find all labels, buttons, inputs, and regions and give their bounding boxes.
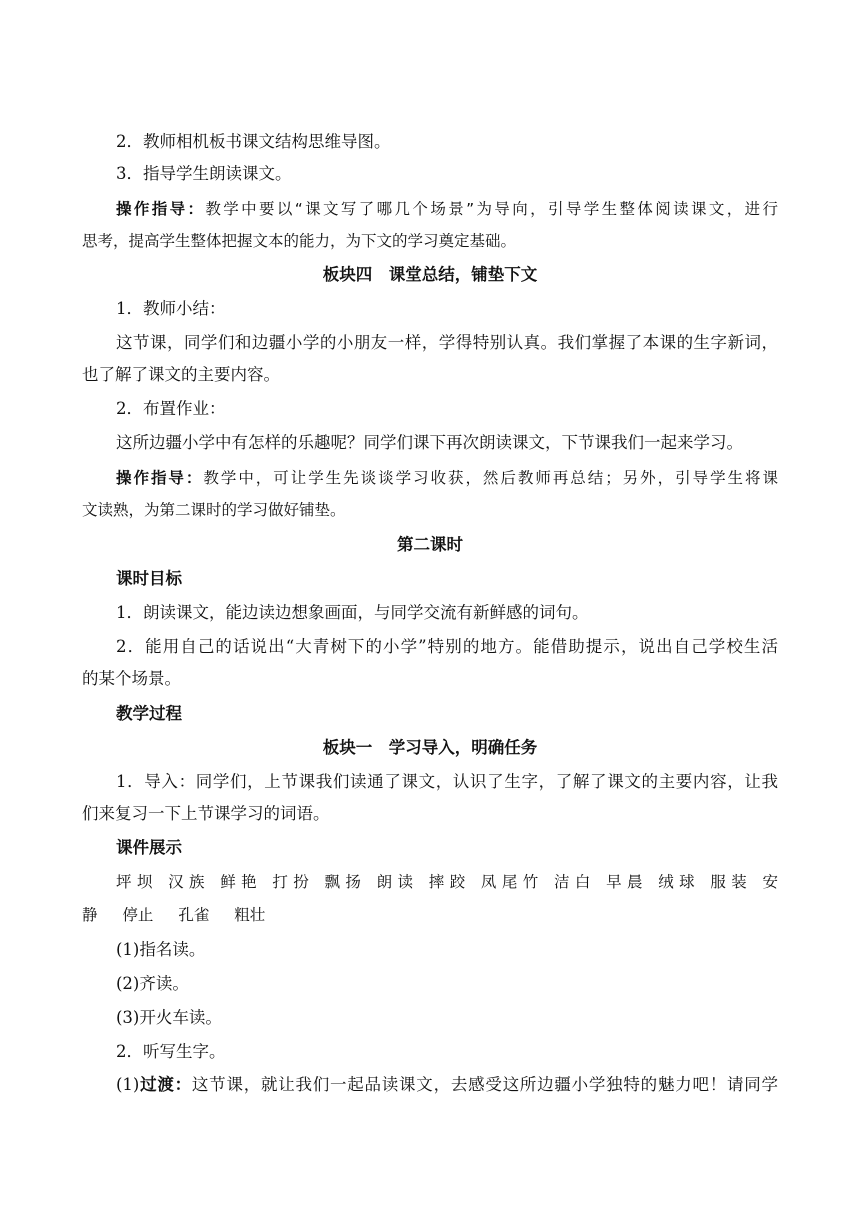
intro-line: 1．导入：同学们，上节课我们读通了课文，认识了生字，了解了课文的主要内容，让我 <box>116 772 778 791</box>
section-heading-block1: 板块一 学习导入，明确任务 <box>322 738 538 757</box>
homework-label: 2．布置作业： <box>116 399 226 418</box>
read-step-1: (1)指名读。 <box>116 940 206 959</box>
teacher-summary-label: 1．教师小结： <box>116 299 226 318</box>
read-step-3: (3)开火车读。 <box>116 1008 222 1027</box>
transition-line: (1)过渡：这节课，就让我们一起品读课文，去感受这所边疆小学独特的魅力吧！请同学 <box>116 1075 779 1094</box>
vocabulary-line-2: 静 停止 孔雀 粗壮 <box>82 906 266 924</box>
goal-1-line: 1．朗读课文，能边读边想象画面，与同学交流有新鲜感的词句。 <box>116 603 589 622</box>
operation-guide-1-cont: 思考，提高学生整体把握文本的能力，为下文的学习奠定基础。 <box>82 232 517 250</box>
teacher-summary-text-cont: 也了解了课文的主要内容。 <box>82 365 280 384</box>
intro-line-cont: 们来复习一下上节课学习的词语。 <box>82 804 330 823</box>
operation-guide-1: 操作指导：教学中要以“课文写了哪几个场景”为导向，引导学生整体阅读课文，进行 <box>116 200 778 218</box>
section-heading-block4: 板块四 课堂总结，铺垫下文 <box>322 265 538 284</box>
read-step-2: (2)齐读。 <box>116 974 189 993</box>
operation-guide-label: 操作指导： <box>116 200 206 218</box>
operation-guide-2-cont: 文读熟，为第二课时的学习做好铺垫。 <box>82 501 346 519</box>
transition-label: 过渡： <box>139 1075 192 1094</box>
teacher-summary-text: 这节课，同学们和边疆小学的小朋友一样，学得特别认真。我们掌握了本课的生字新词， <box>116 333 778 352</box>
operation-guide-label: 操作指导： <box>116 469 204 487</box>
step-2-line: 2．教师相机板书课文结构思维导图。 <box>116 132 391 151</box>
courseware-heading: 课件展示 <box>116 838 182 857</box>
goal-2-line-cont: 的某个场景。 <box>82 669 181 688</box>
teaching-process-heading: 教学过程 <box>116 704 182 723</box>
vocabulary-line-1: 坪坝 汉族 鲜艳 打扮 飘扬 朗读 摔跤 凤尾竹 洁白 早晨 绒球 服装 安 <box>116 873 778 891</box>
lesson-2-heading: 第二课时 <box>397 535 463 554</box>
operation-guide-2: 操作指导：教学中，可让学生先谈谈学习收获，然后教师再总结；另外，引导学生将课 <box>116 469 778 487</box>
goal-2-line: 2．能用自己的话说出“大青树下的小学”特别的地方。能借助提示，说出自己学校生活 <box>116 637 778 656</box>
step-3-line: 3．指导学生朗读课文。 <box>116 164 292 183</box>
lesson-goals-heading: 课时目标 <box>116 569 182 588</box>
dictation-line: 2．听写生字。 <box>116 1042 226 1061</box>
homework-text: 这所边疆小学中有怎样的乐趣呢？同学们课下再次朗读课文，下节课我们一起来学习。 <box>116 433 743 452</box>
